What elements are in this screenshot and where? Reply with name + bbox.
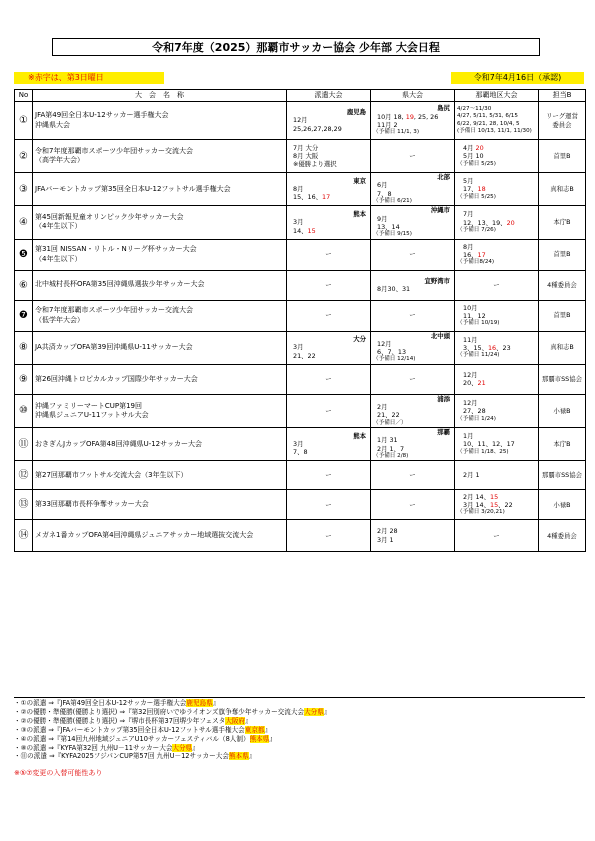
dispatch-note [14, 699, 585, 708]
ken-venue: 沖縄市 [430, 206, 450, 215]
haken-cell [287, 206, 371, 239]
naha-cell [455, 239, 539, 270]
note-prefecture: 東京都 [244, 725, 265, 734]
haken-dates: 7月 大分 8月 大阪 ※優勝より選択 [293, 143, 337, 169]
ken-cell [371, 140, 455, 173]
dispatch-note [14, 735, 585, 744]
row-number [15, 331, 33, 364]
ken-cell [371, 102, 455, 140]
note-text: ・②の優勝・準優勝(優勝より選択) ⇒『第32回別府いでゆライオンズ旗争奪少年サッカー交流大会 [14, 707, 305, 716]
ken-venue: 浦添 [437, 394, 450, 403]
header-haken: 派遣大会 [287, 90, 371, 102]
ken-cell [371, 364, 455, 394]
dispatch-notes [14, 697, 585, 761]
row-number-text: ⑪ [18, 438, 29, 450]
manager-text: 真和志B [550, 184, 574, 193]
approval-date: 令和7年4月16日（承認) [451, 72, 584, 84]
manager-cell [539, 300, 586, 331]
manager-cell [539, 270, 586, 300]
haken-cell [287, 520, 371, 552]
tournament-name-text: 第45回新報児童オリンピック少年サッカー大会 （4年生以下） [35, 213, 184, 231]
note-text: ・④の派遣 ⇒『第14回九州地域ジュニアU10サッカーフェスティバル（8人制） [14, 734, 250, 743]
ken-dates: ー [409, 375, 416, 384]
schedule-row [15, 490, 586, 520]
note-prefecture: 大分県 [304, 707, 324, 716]
naha-cell [455, 173, 539, 206]
row-number-text: ❺ [19, 249, 28, 260]
note-text: ・②の優勝・準優勝(優勝より選択) ⇒『堺市長杯第37回堺少年フェスタ [14, 716, 226, 725]
ken-cell [371, 206, 455, 239]
naha-dates: 12月 20、21 [463, 370, 486, 388]
manager-text: 那覇市SS協会 [541, 471, 583, 480]
ken-dates: ー [409, 151, 416, 160]
note-text: ・⑧の派遣 ⇒『KYFA第32回 九州U－11サッカー大会 [14, 743, 173, 752]
manager-text: 本庁B [553, 439, 571, 448]
tournament-name [33, 331, 287, 364]
manager-text: 首里B [553, 250, 571, 259]
naha-dates: ー [493, 280, 500, 289]
row-number [15, 173, 33, 206]
naha-cell [455, 102, 539, 140]
naha-cell [455, 461, 539, 490]
note-close: 』 [248, 752, 256, 761]
manager-text: 本庁B [553, 218, 571, 227]
tournament-name-text: 第33回那覇市長杯争奪サッカー大会 [35, 500, 149, 509]
haken-cell [287, 490, 371, 520]
tournament-name [33, 490, 287, 520]
row-number-text: ⑩ [19, 405, 28, 417]
manager-text: 真和志B [550, 343, 574, 352]
haken-dates: ー [325, 531, 332, 540]
ken-reserve-day: （予備日 6/21) [373, 197, 412, 204]
row-number [15, 461, 33, 490]
naha-cell [455, 520, 539, 552]
ken-reserve-day: （予備日 11/1, 3) [373, 129, 420, 136]
header-ken: 県大会 [371, 90, 455, 102]
note-text: ・⑪の派遣 ⇒『KYFA2025フジパンCUP第57回 九州U－12サッカー大会 [14, 752, 229, 761]
haken-venue: 熊本 [353, 431, 366, 440]
tournament-name-text: 令和7年度那覇市スポーツ少年団サッカー交流大会 （低学年大会） [35, 306, 194, 324]
naha-dates: 2月 14、15 3月 14、15、22 [463, 492, 513, 510]
schedule-row [15, 461, 586, 490]
note-close: 』 [212, 699, 220, 707]
footnote: ※⑤⑦変更の入替可能性あり [14, 769, 103, 777]
tournament-name [33, 364, 287, 394]
note-prefecture: 大分県 [172, 743, 193, 752]
manager-text: 4種委員会 [547, 531, 577, 540]
ken-venue: 宜野湾市 [424, 276, 450, 285]
manager-cell [539, 394, 586, 427]
ken-cell [371, 428, 455, 461]
ken-venue: 島尻 [437, 104, 450, 113]
ken-reserve-day: （予備日 12/14) [373, 356, 416, 363]
tournament-name-text: JA共済カップOFA第39回沖縄県U-11サッカー大会 [35, 343, 193, 352]
schedule-row [15, 331, 586, 364]
haken-dates: 8月 15、16、17 [293, 184, 331, 202]
ken-cell [371, 520, 455, 552]
row-number [15, 300, 33, 331]
row-number [15, 102, 33, 140]
note-close: 』 [269, 734, 276, 743]
manager-text: 那覇市SS協会 [541, 375, 583, 384]
manager-text: 首里B [553, 151, 571, 160]
haken-dates: 3月 14、15 [293, 218, 316, 235]
haken-cell [287, 270, 371, 300]
manager-cell [539, 461, 586, 490]
row-number [15, 490, 33, 520]
ken-dates: 8月30、31 [377, 285, 411, 293]
note-close: 』 [323, 707, 331, 716]
tournament-name [33, 140, 287, 173]
naha-cell [455, 331, 539, 364]
tournament-name-text: 北中城村長杯OFA第35回沖縄県選抜少年サッカー大会 [35, 280, 205, 289]
tournament-name [33, 206, 287, 239]
tournament-name [33, 173, 287, 206]
schedule-row [15, 364, 586, 394]
note-prefecture: 熊本県 [228, 752, 249, 761]
ken-cell [371, 239, 455, 270]
schedule-table [14, 89, 586, 552]
tournament-name [33, 461, 287, 490]
schedule-row [15, 428, 586, 461]
naha-dates: 11月 3、15、16、23 [463, 335, 511, 352]
tournament-name-text: おきぎんJカップOFA第48回沖縄県U-12サッカー大会 [35, 439, 202, 448]
haken-dates: 12月 25,26,27,28,29 [293, 116, 342, 133]
schedule-row [15, 140, 586, 173]
row-number-text: ⑭ [18, 530, 29, 542]
haken-cell [287, 102, 371, 140]
naha-dates: 4月 20 5月 10 [463, 144, 484, 161]
naha-dates: 8月 16、17 [463, 242, 486, 259]
row-number-text: ⑨ [19, 373, 28, 385]
tournament-name-text: 沖縄ファミリーマートCUP第19回 沖縄県ジュニアU-11フットサル大会 [35, 401, 149, 419]
header-row [15, 90, 586, 102]
row-number-text: ⑫ [18, 469, 29, 481]
haken-dates: 3月 7、8 [293, 439, 308, 457]
haken-dates: 3月 21、22 [293, 343, 316, 360]
naha-dates: 5月 17、18 [463, 177, 486, 194]
ken-venue: 那覇 [437, 428, 450, 436]
header-name: 大 会 名 称 [33, 90, 287, 102]
manager-cell [539, 140, 586, 173]
naha-reserve-day: （予備日 1/18、25) [457, 448, 509, 455]
note-close: 』 [245, 716, 252, 725]
ken-dates: 10月 18, 19, 25, 26 11月 2 [377, 112, 439, 130]
haken-dates: ー [325, 280, 332, 289]
note-prefecture: 鹿児島県 [186, 699, 213, 707]
haken-venue: 熊本 [353, 209, 366, 218]
tournament-name [33, 239, 287, 270]
note-close: 』 [192, 743, 199, 752]
schedule-row [15, 270, 586, 300]
tournament-name-text: 第26回沖縄トロピカルカップ国際少年サッカー大会 [35, 374, 198, 383]
haken-cell [287, 331, 371, 364]
naha-reserve-day: （予備日 1/24) [457, 415, 496, 422]
row-number-text: ② [19, 150, 28, 162]
dispatch-note [14, 717, 585, 726]
page-title: 令和7年度（2025）那覇市サッカー協会 少年部 大会日程 [52, 38, 540, 56]
row-number [15, 364, 33, 394]
ken-dates: 2月 28 3月 1 [377, 527, 398, 544]
row-number-text: ④ [19, 216, 28, 228]
ken-dates: ー [409, 500, 416, 509]
manager-text: 4種委員会 [547, 280, 577, 289]
haken-dates: ー [325, 375, 332, 384]
tournament-name-text: 第27回那覇市フットサル交流大会（3年生以下） [35, 470, 188, 479]
tournament-name-text: メガネ1番カップOFA第4回沖縄県ジュニアサッカー地域選抜交流大会 [35, 531, 254, 540]
naha-reserve-day: （予備日8/24) [457, 259, 495, 266]
naha-cell [455, 300, 539, 331]
ken-cell [371, 270, 455, 300]
haken-cell [287, 173, 371, 206]
haken-cell [287, 394, 371, 427]
ken-cell [371, 173, 455, 206]
haken-cell [287, 428, 371, 461]
row-number [15, 206, 33, 239]
ken-cell [371, 490, 455, 520]
haken-venue: 鹿児島 [346, 108, 366, 116]
haken-dates: ー [325, 500, 332, 509]
note-prefecture: 大阪府 [225, 716, 246, 725]
tournament-name [33, 394, 287, 427]
header-tanto: 担当B [539, 90, 586, 102]
note-prefecture: 熊本県 [249, 734, 270, 743]
manager-cell [539, 490, 586, 520]
naha-cell [455, 270, 539, 300]
ken-dates: ー [409, 311, 416, 320]
naha-reserve-day: （予備日 3/20,21) [457, 509, 505, 516]
note-close: 』 [264, 725, 272, 734]
ken-cell [371, 394, 455, 427]
ken-reserve-day: （予備日 9/15) [373, 231, 412, 238]
manager-cell [539, 206, 586, 239]
naha-cell [455, 206, 539, 239]
naha-dates: ー [493, 531, 500, 540]
ken-dates: 1月 31 2月 1、7 [377, 436, 405, 453]
ken-venue: 北中頭 [430, 331, 450, 340]
schedule-row [15, 394, 586, 427]
manager-cell [539, 520, 586, 552]
row-number-text: ❼ [19, 310, 28, 321]
row-number [15, 520, 33, 552]
ken-venue: 北部 [437, 173, 450, 181]
ken-dates: 12月 6、7、13 [377, 339, 407, 357]
schedule-row [15, 300, 586, 331]
row-number-text: ① [19, 115, 28, 126]
tournament-name [33, 428, 287, 461]
naha-reserve-day: （予備日 5/25) [457, 160, 496, 167]
ken-dates: 9月 13、14 [377, 214, 400, 231]
manager-cell [539, 173, 586, 206]
naha-cell [455, 394, 539, 427]
row-number-text: ⑬ [18, 499, 29, 511]
haken-dates: ー [325, 250, 332, 259]
haken-dates: ー [325, 406, 332, 415]
ken-dates: ー [409, 471, 416, 480]
header-naha: 那覇地区大会 [455, 90, 539, 102]
naha-dates: 4/27～11/30 4/27, 5/11, 5/31, 6/15 6/22, 9/21, 28, 10/4, 5 (予備日 10/13, 11/1, 11/30) [457, 105, 532, 134]
ken-dates: 6月 7、8 [377, 181, 392, 198]
haken-dates: ー [325, 311, 332, 320]
manager-cell [539, 428, 586, 461]
haken-cell [287, 300, 371, 331]
ken-reserve-day: （予備日 2/8) [373, 452, 409, 459]
manager-text: 首里B [553, 311, 571, 320]
schedule-row [15, 206, 586, 239]
manager-cell [539, 364, 586, 394]
naha-cell [455, 140, 539, 173]
haken-cell [287, 461, 371, 490]
naha-cell [455, 428, 539, 461]
tournament-name-text: 第31回 NISSAN・リトル・Nリーグ杯サッカー大会 （4年生以下） [35, 245, 197, 263]
naha-dates: 12月 27、28 [463, 398, 486, 416]
manager-text: 小禄B [553, 406, 571, 415]
naha-cell [455, 364, 539, 394]
row-number-text: ③ [19, 183, 28, 195]
dispatch-note [14, 708, 585, 717]
tournament-name [33, 300, 287, 331]
tournament-name [33, 102, 287, 140]
row-number [15, 394, 33, 427]
naha-reserve-day: （予備日 5/25) [457, 193, 496, 200]
naha-dates: 1月 10、11、12、17 [463, 432, 515, 449]
tournament-name-text: 令和7年度那覇市スポーツ少年団サッカー交流大会 （高学年大会） [35, 146, 194, 164]
row-number [15, 140, 33, 173]
naha-dates: 2月 1 [463, 471, 480, 480]
row-number [15, 239, 33, 270]
schedule-row [15, 173, 586, 206]
note-text: ・③の派遣 ⇒『JFAバーモントカップ第35回全日本U-12フットサル選手権大会 [14, 725, 245, 734]
schedule-row [15, 239, 586, 270]
haken-cell [287, 364, 371, 394]
schedule-row [15, 520, 586, 552]
haken-venue: 東京 [353, 176, 366, 185]
header-no: No [15, 90, 33, 102]
dispatch-note [14, 752, 585, 761]
row-number [15, 270, 33, 300]
naha-reserve-day: （予備日 10/19) [457, 320, 500, 327]
row-number-text: ⑥ [19, 279, 28, 291]
ken-cell [371, 331, 455, 364]
ken-cell [371, 300, 455, 331]
naha-dates: 7月 12、13、19、20 [463, 210, 515, 227]
manager-cell [539, 331, 586, 364]
naha-cell [455, 490, 539, 520]
manager-cell [539, 239, 586, 270]
tournament-name [33, 520, 287, 552]
row-number [15, 428, 33, 461]
manager-cell [539, 102, 586, 140]
tournament-name [33, 270, 287, 300]
haken-dates: ー [325, 471, 332, 480]
naha-reserve-day: （予備日 7/26) [457, 227, 496, 234]
haken-venue: 大分 [353, 335, 366, 344]
ken-cell [371, 461, 455, 490]
haken-cell [287, 140, 371, 173]
naha-reserve-day: （予備日 11/24) [457, 352, 500, 359]
ken-reserve-day: （予備日／） [373, 419, 407, 426]
manager-text: 小禄B [553, 500, 571, 509]
schedule-row [15, 102, 586, 140]
haken-cell [287, 239, 371, 270]
ken-dates: ー [409, 250, 416, 259]
ken-dates: 2月 21、22 [377, 403, 400, 420]
tournament-name-text: JFAバーモントカップ第35回全日本U-12フットサル選手権大会 [35, 184, 231, 193]
naha-dates: 10月 11、12 [463, 303, 486, 320]
note-text: ・①の派遣 ⇒『JFA第49回全日本U-12サッカー選手権大会 [14, 699, 187, 707]
row-number-text: ⑧ [19, 342, 28, 354]
red-text-note: ※赤字は、第3日曜日 [14, 72, 164, 84]
manager-text: リーグ運営 委員会 [546, 112, 578, 129]
dispatch-note [14, 726, 585, 735]
tournament-name-text: JFA第49回全日本U-12サッカー選手権大会 沖縄県大会 [35, 111, 169, 129]
